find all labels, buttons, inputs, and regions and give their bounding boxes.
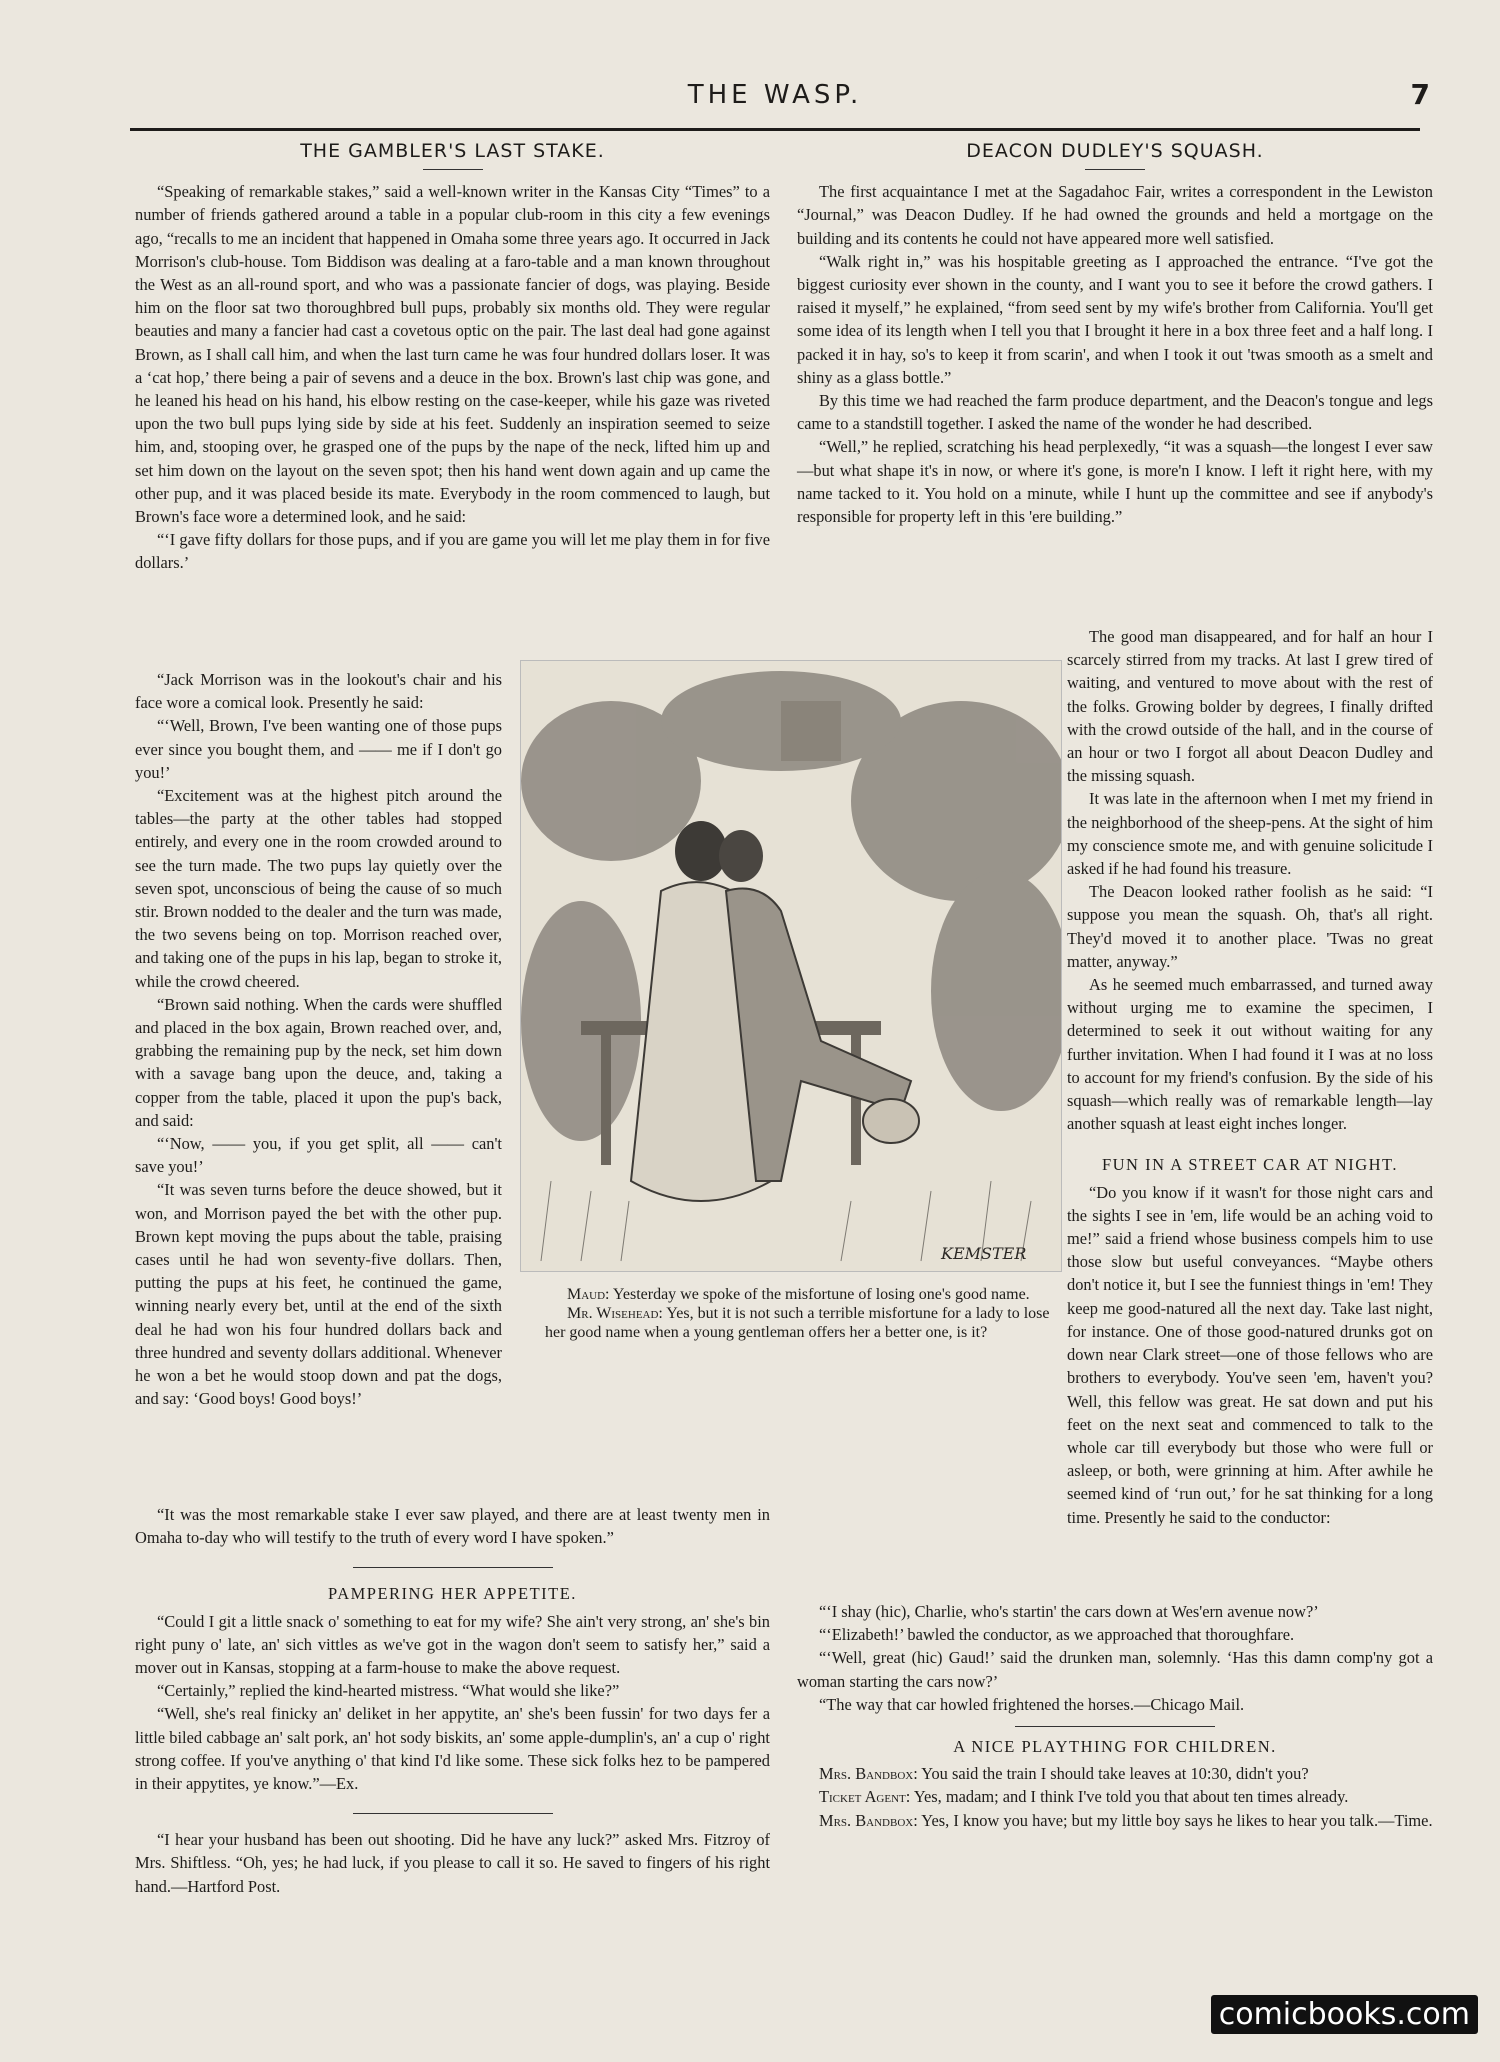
dialogue-line [797, 1809, 1433, 1832]
streetcar-heading: FUN IN A STREET CAR AT NIGHT. [1101, 1155, 1399, 1175]
line: Yes, I know you have; but my little boy says he likes to hear you talk.—Time. [921, 1810, 1433, 1830]
deacon-heading: DEACON DUDLEY'S SQUASH. [966, 140, 1264, 162]
streetcar-paragraph: “‘Elizabeth!’ bawled the conductor, as we approached that thoroughfare. [819, 1625, 1295, 1645]
section-rule [1015, 1726, 1215, 1727]
right-lower-column [797, 1600, 1433, 1832]
page-number: 7 [1410, 78, 1430, 111]
deacon-paragraph: The first acquaintance I met at the Sagadahoc Fair, writes a correspondent in the Lewiston “Journal,” was Deacon Dudley. If he had owned the grounds and held a mortgage on the building and its contents he could not have appeared more well satisfied. [797, 182, 1433, 248]
gambler-paragraph: “Excitement was at the highest pitch around the tables—the party at the other tables had stopped entirely, and every one in the room crowded around to see the turn made. The two pups lay quietly over the seven spot, unconscious of being the cause of so much stir. Brown nodded to the dealer and the turn was made, the two sevens being on top. Morrison reached over, and taking one of the pups in his lap, began to stroke it, while the crowd cheered. [135, 786, 502, 991]
pampering-paragraph: “Certainly,” replied the kind-hearted mistress. “What would she like?” [157, 1681, 620, 1701]
plaything-heading: A NICE PLAYTHING FOR CHILDREN. [953, 1737, 1277, 1757]
magazine-title: THE WASP. [687, 80, 863, 110]
masthead-rule [130, 128, 1420, 131]
speaker: Ticket Agent: [819, 1787, 911, 1807]
masthead [130, 78, 1430, 118]
left-narrow-column [135, 668, 502, 1411]
deacon-paragraph: The Deacon looked rather foolish as he said: “I suppose you mean the squash. Oh, that's all right. They'd moved it to another place. 'Twas no great matter, anyway.” [1067, 882, 1433, 971]
gambler-paragraph: “‘Well, Brown, I've been wanting one of those pups ever since you bought them, and —— me if I don't go you!’ [135, 716, 502, 782]
gambler-paragraph: “‘I gave fifty dollars for those pups, and if you are game you will let me play them in for five dollars.’ [135, 530, 770, 573]
shooting-paragraph: “I hear your husband has been out shooting. Did he have any luck?” asked Mrs. Fitzroy of Mrs. Shiftless. “Oh, yes; he had luck, if you please to call it so. He saved to fingers of his right hand.—Hartford Post. [135, 1830, 770, 1896]
caption-speaker: Mr. Wisehead: [567, 1305, 663, 1322]
caption-speaker: Maud: [567, 1286, 610, 1303]
left-column [135, 140, 770, 575]
streetcar-paragraph: “‘Well, great (hic) Gaud!’ said the drunken man, solemnly. ‘Has this damn comp'ny got a woman starting the cars now?’ [797, 1648, 1433, 1691]
gambler-paragraph: “Jack Morrison was in the lookout's chair and his face wore a comical look. Presently he said: [135, 670, 502, 713]
heading-rule [423, 169, 483, 170]
right-column [797, 140, 1433, 528]
couple-engraving [521, 661, 1061, 1271]
pampering-heading: PAMPERING HER APPETITE. [328, 1584, 577, 1604]
deacon-paragraph: It was late in the afternoon when I met my friend in the neighborhood of the sheep-pens. At the sight of him my conscience smote me, and with genuine solicitude I asked if he had found his treasure. [1067, 789, 1433, 879]
heading-rule [1085, 169, 1145, 170]
line: You said the train I should take leaves at 10:30, didn't you? [921, 1764, 1309, 1784]
line: Yes, madam; and I think I've told you that about ten times already. [913, 1787, 1349, 1807]
deacon-paragraph: By this time we had reached the farm produce department, and the Deacon's tongue and legs came to a standstill together. I asked the name of the wonder he had described. [797, 391, 1433, 434]
artist-signature: KEMSTER [941, 1244, 1027, 1263]
speaker: Mrs. Bandbox: [819, 1810, 918, 1830]
deacon-paragraph: “Well,” he replied, scratching his head perplexedly, “it was a squash—the longest I ever saw—but what shape it's in now, or where it's gone, is more'n I know. I left it right here, with my name tacked to it. You hold on a minute, while I hunt up the committee and see if anybody's responsible for property left in this 'ere building.” [797, 437, 1433, 527]
dialogue-line [797, 1762, 1433, 1785]
pampering-paragraph: “Well, she's real finicky an' deliket in her appytite, an' she's been fussin' for two days fer a little biled cabbage an' salt pork, an' hot sody biskits, an' some apple-dumplin's, an' a cup o' right strong coffee. If you've anything o' that kind I'd like some. These sick folks hez to be pampered in their appytites, ye know.”—Ex. [135, 1704, 770, 1794]
deacon-paragraph: “Walk right in,” was his hospitable greeting as I approached the entrance. “I've got the biggest curiosity ever shown in the county, and I want you to see it before the crowd gathers. I raised it myself,” he explained, “from seed sent by my wife's brother from California. You'll get some idea of its length when I tell you that I brought it here in a box three feet and a half long. I packed it in hay, so's to keep it from scarin', and when I took it out 'twas smooth as a smelt and shiny as a glass bottle.” [797, 251, 1433, 387]
gambler-paragraph: “It was seven turns before the deuce showed, but it won, and Morrison payed the bet with the other pup. Brown kept moving the pups about the table, praising cases until he had won seventy-five dollars. Then, putting the pups at his feet, he continued the game, winning nearly every bet, until at the end of the sixth deal he had won his four hundred dollars back and three hundred and seventy dollars additional. Whenever he won a bet he would stoop down and pat the dogs, and say: ‘Good boys! Good boys!’ [135, 1180, 502, 1409]
speaker: Mrs. Bandbox: [819, 1764, 918, 1784]
section-rule [353, 1813, 553, 1814]
source-watermark: comicbooks.com [1211, 1995, 1478, 2034]
deacon-paragraph: As he seemed much embarrassed, and turned away without urging me to examine the specimen, I determined to seek it out without waiting for any further invitation. When I had found it I was at no loss to account for my friend's confusion. By the side of his squash—which really was of remarkable length—lay another squash at least eight inches longer. [1067, 975, 1433, 1134]
left-lower-column [135, 1503, 770, 1898]
streetcar-paragraph: “Do you know if it wasn't for those night cars and the sights I see in 'em, life would be an aching void to me!” said a friend whose business compels him to use those slow but useful conveyances. “Maybe others don't notice it, but I see the funniest things in 'em! They keep me good-natured all the next day. Take last night, for instance. One of those good-natured drunks got on down near Clark street—one of those fellows who are brothers to everybody. You've seen 'em, haven't you? Well, this fellow was great. He sat down and put his feet on the next seat and commenced to talk to the whole car till everybody but those who were full or asleep, or both, were grinning at him. After awhile he seemed kind of ‘run out,’ for he sat thinking for a long time. Presently he said to the conductor: [1067, 1182, 1433, 1527]
gambler-paragraph: “It was the most remarkable stake I ever saw played, and there are at least twenty men in Omaha to-day who will testify to the truth of every word I have spoken.” [135, 1505, 770, 1548]
dialogue-line [797, 1785, 1433, 1808]
illustration [520, 660, 1062, 1272]
right-narrow-column [1067, 625, 1433, 1529]
gambler-paragraph: “Speaking of remarkable stakes,” said a well-known writer in the Kansas City “Times” to a number of friends gathered around a table in a popular club-room in this city a few evenings ago, “recalls to me an incident that happened in Omaha some three years ago. It occurred in Jack Morrison's club-house. Tom Biddison was dealing at a faro-table and a man known throughout the West as an all-round sport, and who was a passionate fancier of dogs, was playing. Beside him on the floor sat two thoroughbred bull pups, probably six months old. They were regular beauties and many a fancier had cast a covetous optic on the pair. The last deal had gone against Brown, as I shall call him, and when the last turn came he was four hundred dollars loser. It was a ‘cat hop,’ there being a pair of sevens and a deuce in the box. Brown's last chip was gone, and he leaned his head on his hand, his elbow resting on the case-keeper, while his gaze was riveted upon the two bull pups lying side by side at his feet. Suddenly an inspiration seemed to seize him, and, stooping over, he grasped one of the pups by the nape of the neck, lifted him up and set him down on the layout on the seven spot; then his hand went down again and up came the other pup, and it was placed beside its mate. Everybody in the room commenced to laugh, but Brown's face wore a determined look, and he said: [135, 182, 770, 527]
gambler-paragraph: “‘Now, —— you, if you get split, all —— can't save you!’ [135, 1134, 502, 1177]
caption-line: Yesterday we spoke of the misfortune of losing one's good name. [612, 1286, 1030, 1303]
section-rule [353, 1567, 553, 1568]
gambler-paragraph: “Brown said nothing. When the cards were shuffled and placed in the box again, Brown reached over, and, grabbing the remaining pup by the neck, set him down with a savage bang upon the deuce, and, taking a copper from the table, placed it upon the pup's back, and said: [135, 994, 502, 1130]
illustration-caption [545, 1285, 1065, 1342]
streetcar-paragraph: “‘I shay (hic), Charlie, who's startin' the cars down at Wes'ern avenue now?’ [819, 1602, 1319, 1621]
gambler-heading: THE GAMBLER'S LAST STAKE. [300, 140, 605, 162]
deacon-paragraph: The good man disappeared, and for half an hour I scarcely stirred from my tracks. At last I grew tired of waiting, and ventured to move about with the rest of the folks. Growing bolder by degrees, I finally drifted with the crowd outside of the hall, and in the course of an hour or two I forgot all about Deacon Dudley and the missing squash. [1067, 627, 1433, 786]
pampering-paragraph: “Could I git a little snack o' something to eat for my wife? She ain't very strong, an' she's bin right puny o' late, an' sich vittles as we've got in the wagon don't seem to satisfy her,” said a mover out in Kansas, stopping at a farm-house to make the above request. [135, 1611, 770, 1678]
streetcar-paragraph: “The way that car howled frightened the horses.—Chicago Mail. [819, 1694, 1245, 1714]
caption-line: Yes, but it is not such a terrible misfortune for a lady to lose her good name when a young gentleman offers her a better one, is it? [545, 1305, 1050, 1341]
